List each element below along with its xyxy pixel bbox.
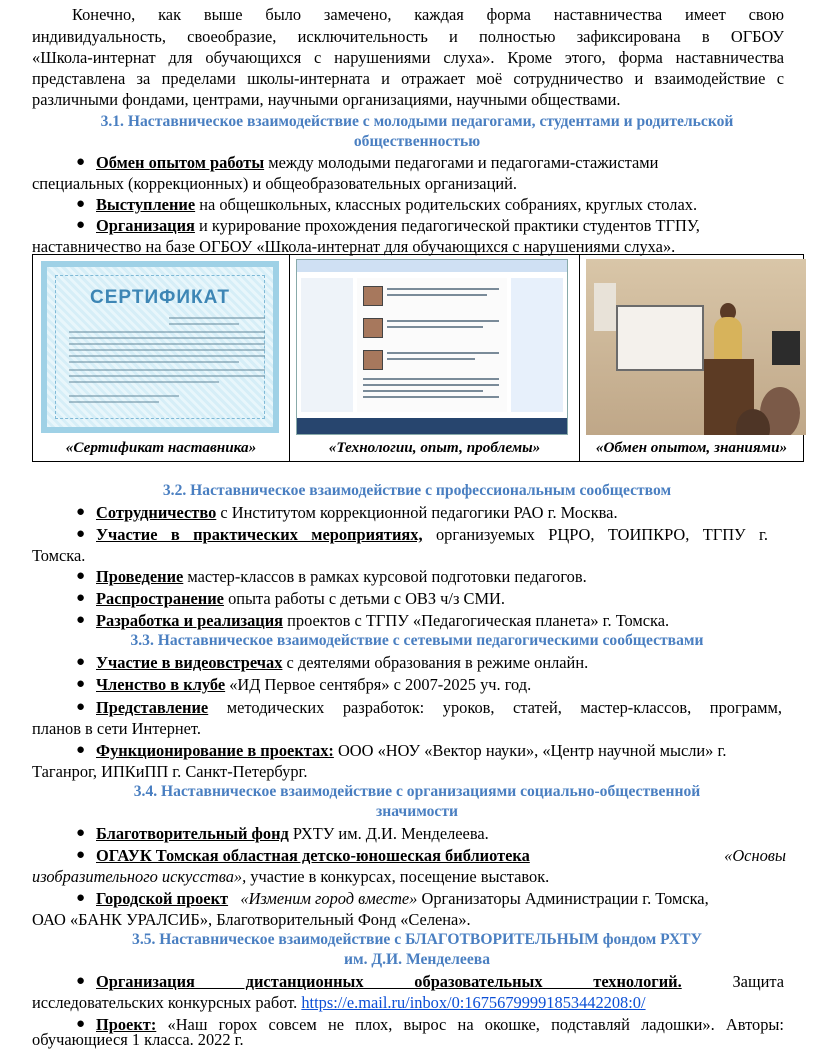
section-3-4-title-cont: значимости [376, 803, 458, 820]
bullet-icon: ● [76, 568, 86, 584]
intro-line-3: «Школа-интернат для обучающихся с нарушениями слуха». Кроме этого, форма наставничества [32, 48, 784, 67]
intro-line-5: различными фондами, центрами, научными организациями, научными обществами. [32, 90, 621, 109]
s32-item-1: Сотрудничество с Институтом коррекционной педагогики РАО г. Москва. [96, 503, 618, 522]
s34-item-2-cont: изобразительного искусства», участие в конкурсах, посещение выставок. [32, 867, 550, 886]
certificate-panel [33, 255, 289, 461]
section-3-2-title: 3.2. Наставническое взаимодействие с профессиональным сообществом [162, 482, 672, 499]
bullet-icon: ● [76, 154, 86, 170]
bullet-icon: ● [76, 699, 86, 715]
intro-line-1: Конечно, как выше было замечено, каждая форма наставничества имеет свою [72, 5, 784, 24]
s32-item-4: Распространение опыта работы с детьми с ОВЗ ч/з СМИ. [96, 589, 505, 608]
s34-item-3-cont: ОАО «БАНК УРАЛСИБ», Благотворительный Фонд «Селена». [32, 910, 471, 929]
photo-panel [579, 255, 803, 461]
section-3-1-title: 3.1. Наставническое взаимодействие с молодыми педагогами, студентами и родительской [100, 113, 734, 130]
section-3-5-title: 3.5. Наставническое взаимодействие с БЛАГОТВОРИТЕЛЬНЫМ фондом РХТУ [132, 931, 702, 948]
website-panel [289, 255, 579, 461]
bullet-icon: ● [76, 526, 86, 542]
bullet-icon: ● [76, 890, 86, 906]
bullet-icon: ● [76, 504, 86, 520]
bullet-icon: ● [76, 973, 86, 989]
certificate-image [41, 261, 279, 433]
bullet-icon: ● [76, 825, 86, 841]
s35-item-2: Проект: «Наш горох совсем не плох, вырос на окошке, подставляй ладошки». Авторы: [96, 1015, 784, 1034]
s33-item-3: Представление методических разработок: уроков, статей, мастер-классов, программ, [96, 698, 782, 717]
s33-item-3-cont: планов в сети Интернет. [32, 719, 201, 738]
bullet-icon: ● [76, 612, 86, 628]
image-strip [32, 254, 804, 462]
s33-item-1: Участие в видеовстречах с деятелями образования в режиме онлайн. [96, 653, 589, 672]
s32-item-2: Участие в практических мероприятиях, организуемых РЦРО, ТОИПКРО, ТГПУ г. [96, 525, 768, 544]
project-link[interactable]: https://e.mail.ru/inbox/0:16756799991853442208:0/ [301, 993, 646, 1012]
s32-item-2-cont: Томска. [32, 546, 86, 565]
bullet-icon: ● [76, 590, 86, 606]
s34-item-3: Городской проект «Изменим город вместе» Организаторы Администрации г. Томска, [96, 889, 709, 908]
caption-certificate: «Сертификат наставника» [65, 439, 257, 456]
bullet-icon: ● [76, 217, 86, 233]
section-3-3-title: 3.3. Наставническое взаимодействие с сетевыми педагогическими сообществами [130, 632, 704, 649]
s33-item-2: Членство в клубе «ИД Первое сентября» с 2007-2025 уч. год. [96, 675, 532, 694]
caption-exchange: «Обмен опытом, знаниями» [595, 439, 788, 456]
s31-item-2: Выступление на общешкольных, классных родительских собраниях, круглых столах. [96, 195, 698, 214]
intro-line-2: индивидуальность, своеобразие, исключительность и полностью зафиксирована в ОГБОУ [32, 27, 784, 46]
s35-item-2-cont: обучающиеся 1 класса. 2022 г. [32, 1030, 244, 1049]
s31-item-1: Обмен опытом работы между молодыми педагогами и педагогами-стажистами [96, 153, 659, 172]
caption-technologies: «Технологии, опыт, проблемы» [328, 439, 541, 456]
bullet-icon: ● [76, 1016, 86, 1032]
s34-item-1: Благотворительный фонд РХТУ им. Д.И. Менделеева. [96, 824, 489, 843]
section-3-5-title-cont: им. Д.И. Менделеева [344, 951, 490, 968]
s32-item-5: Разработка и реализация проектов с ТГПУ «Педагогическая планета» г. Томска. [96, 611, 670, 630]
bullet-icon: ● [76, 742, 86, 758]
s33-item-4-cont: Таганрог, ИПКиПП г. Санкт-Петербург. [32, 762, 308, 781]
s35-item-1: Организация дистанционных образовательных технологий. Защита [96, 972, 784, 991]
s31-item-3-cont: наставничество на базе ОГБОУ «Школа-интернат для обучающихся с нарушениями слуха». [32, 237, 676, 256]
intro-line-4: представлена за пределами школы-интерната и отражает моё сотрудничество и взаимодействие с [32, 69, 784, 88]
bullet-icon: ● [76, 196, 86, 212]
section-3-4-title: 3.4. Наставническое взаимодействие с организациями социально-общественной [133, 783, 701, 800]
certificate-title: СЕРТИФИКАТ [90, 287, 230, 308]
s33-item-4: Функционирование в проектах: ООО «НОУ «Вектор науки», «Центр научной мысли» г. [96, 741, 727, 760]
bullet-icon: ● [76, 847, 86, 863]
s31-item-1-cont: специальных (коррекционных) и общеобразовательных организаций. [32, 174, 517, 193]
bullet-icon: ● [76, 654, 86, 670]
bullet-icon: ● [76, 676, 86, 692]
s35-item-1-cont: исследовательских конкурсных работ. https://e.mail.ru/inbox/0:16756799991853442208:0/ [32, 993, 646, 1012]
s31-item-3: Организация и курирование прохождения педагогической практики студентов ТГПУ, [96, 216, 700, 235]
classroom-photo-image [586, 259, 806, 435]
section-3-1-title-cont: общественностью [353, 133, 481, 150]
s32-item-3: Проведение мастер-классов в рамках курсовой подготовки педагогов. [96, 567, 587, 586]
website-screenshot-image [296, 259, 568, 435]
s34-item-2: ОГАУК Томская областная детско-юношеская библиотека «Основы [96, 846, 786, 865]
